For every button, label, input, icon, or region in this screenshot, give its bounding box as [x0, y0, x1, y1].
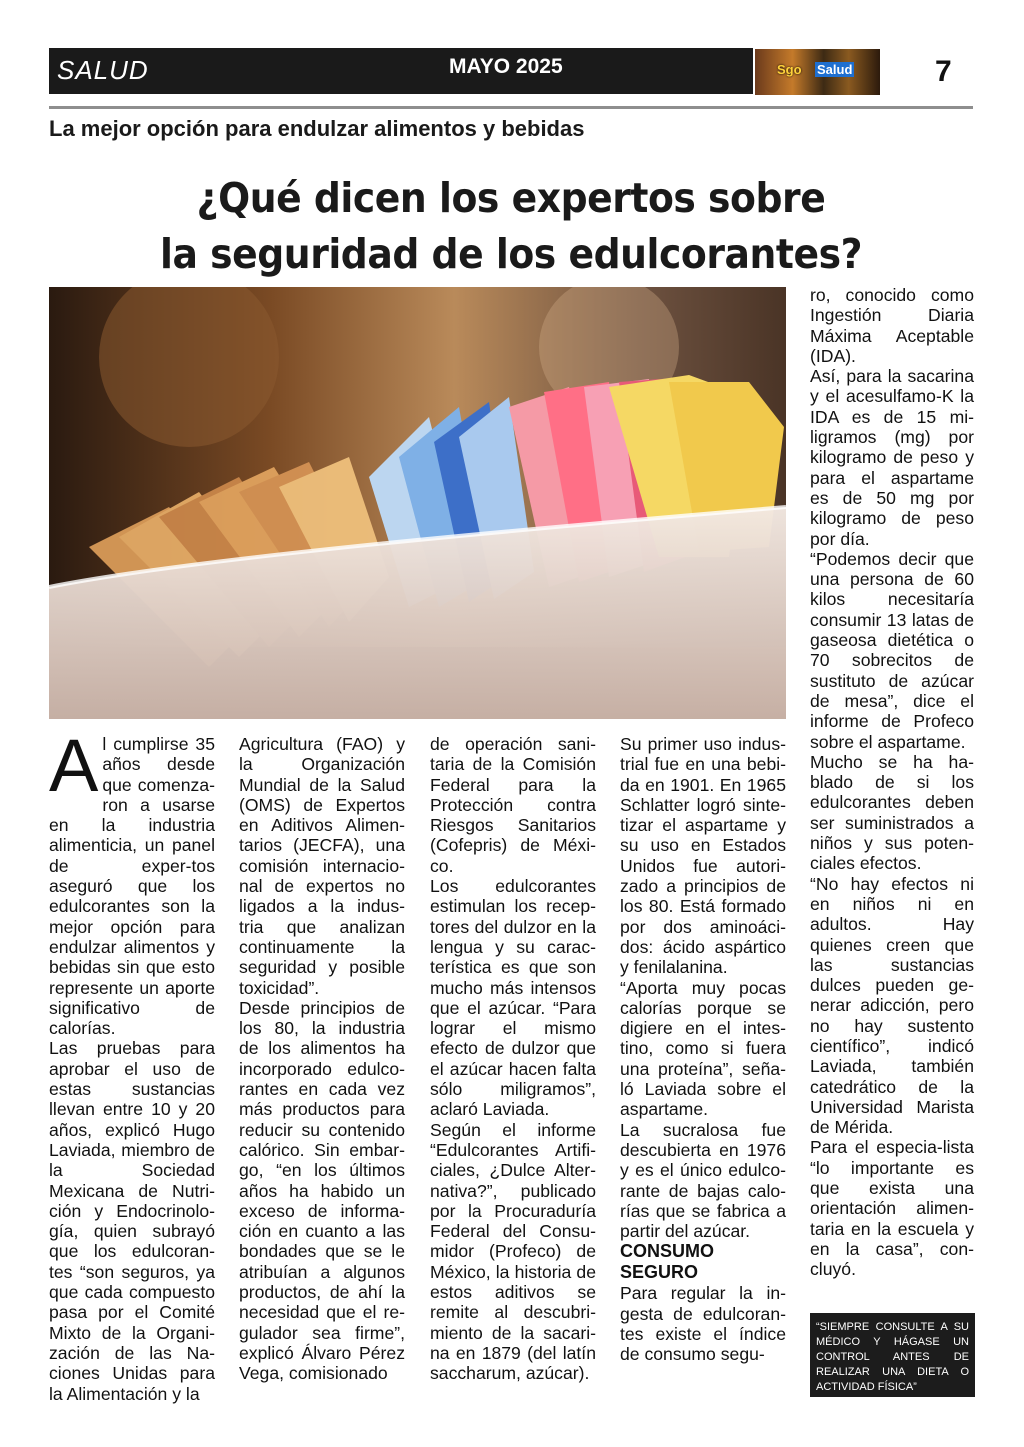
issue-date: MAYO 2025 — [449, 55, 563, 78]
paragraph: Los edulcorantes estimulan los recep-tores del dulzor en la lengua y su carac-terística es que son mucho más intensos que el azúcar. “Para lograr el mismo efecto de dulzor que el azúcar hacen falta sólo miligramos”, aclaró Laviada. — [430, 876, 596, 1120]
paragraph — [49, 724, 215, 1039]
page-number: 7 — [935, 55, 952, 88]
paragraph: “No hay efectos ni en niños ni en adultos. Hay quienes creen que las sustancias dulces pueden ge-nerar adicción, pero no hay sustento científico”, indicó Laviada, también catedrático de la Universidad Marista de Mérida. — [810, 873, 974, 1138]
paragraph: Mucho se ha ha-blado de si los edulcorantes deben ser suministrados a niños y sus poten-ciales efectos. — [810, 751, 974, 874]
paragraph: Su primer uso indus-trial fue en una bebi-da en 1901. En 1965 Schlatter logró sinte-tizar el aspartame y su uso en Estados Unidos fue autori-zado a principios de los 80. Está formado por dos aminoáci-dos: ácido aspártico y fenilalanina. — [620, 734, 786, 978]
article-column-3 — [430, 734, 596, 1404]
advice-quote-box: “SIEMPRE CONSULTE A SU MÉDICO Y HÁGASE UN CONTROL ANTES DE REALIZAR UNA DIETA O ACTIVIDAD FÍSICA” — [810, 1313, 975, 1397]
paragraph: de operación sani-taria de la Comisión Federal para la Protección contra Riesgos Sanitarios (Cofepris) de Méxi-co. — [430, 734, 596, 876]
header-divider — [49, 106, 973, 109]
paragraph: “Aporta muy pocas calorías porque se digiere en el intes-tino, como si fuera una proteína”, seña-ló Laviada sobre el aspartame. — [620, 977, 786, 1120]
photo-illustration — [49, 287, 786, 719]
section-header-bar — [49, 48, 753, 94]
article-column-1 — [49, 724, 215, 1404]
paragraph: Las pruebas para aprobar el uso de estas sustancias llevan entre 10 y 20 años, explicó Hugo Laviada, miembro de la Sociedad Mexicana de Nutri-ción y Endocrinolo-gía, quien subrayó que los edulcoran-tes “son seguros, ya que cada compuesto pasa por el Comité Mixto de la Organi-zación de las Na-ciones Unidas para la Alimentación y la — [49, 1038, 215, 1404]
paragraph: Desde principios de los 80, la industria de los alimentos ha incorporado edulco-rantes en cada vez más productos para reducir su contenido calórico. Sin embar-go, “en los últimos años ha habido un exceso de informa-ción en cuanto a las bondades que se le atribuían a algunos productos, de ahí la necesidad que el re-gulador sea firme”, explicó Álvaro Pérez Vega, comisionado — [239, 997, 405, 1384]
section-name: SALUD — [57, 55, 149, 85]
article-kicker: La mejor opción para endulzar alimentos y bebidas — [49, 116, 585, 141]
article-column-5 — [810, 285, 974, 1295]
paragraph: ro, conocido como Ingestión Diaria Máxima Aceptable (IDA). — [810, 285, 974, 366]
paragraph: Para el especia-lista “lo importante es que exista una orientación alimen-taria en la escuela y en la casa”, con-cluyó. — [810, 1137, 974, 1280]
section-subhead: CONSUMO SEGURO — [620, 1241, 714, 1283]
paragraph: Así, para la sacarina y el acesulfamo-K la IDA es de 15 mi-ligramos (mg) por kilogramo de peso y para el aspartame es de 50 mg por kilogramo de peso por día. — [810, 366, 974, 549]
logo-word-2: Salud — [817, 62, 853, 77]
paragraph: Según el informe “Edulcorantes Artifi-ciales, ¿Dulce Alter-nativa?”, publicado por la Procuraduría Federal del Consu-midor (Profeco) de México, la historia de estos aditivos se remite al descubri-miento de la sacari-na en 1879 (del latín saccharum, azúcar). — [430, 1119, 596, 1384]
headline-line-1: ¿Qué dicen los expertos sobre — [196, 174, 826, 222]
drop-cap: A — [49, 724, 99, 807]
article-column-4 — [620, 734, 786, 1404]
sweetener-packets-photo — [49, 287, 786, 719]
publication-logo — [755, 49, 880, 95]
paragraph: Agricultura (FAO) y la Organización Mundial de la Salud (OMS) de Expertos en Aditivos Alimen-tarios (JECFA), una comisión internacio-nal de expertos no ligados a la indus-tria que analizan continuamente la seguridad y posible toxicidad”. — [239, 734, 405, 998]
article-headline — [86, 170, 936, 282]
logo-word-1: Sgo — [777, 62, 802, 77]
paragraph: Para regular la in-gesta de edulcoran-tes existe el índice de consumo segu- — [620, 1283, 786, 1365]
headline-line-2: la seguridad de los edulcorantes? — [160, 230, 862, 278]
paragraph-text: l cumplirse 35 años desde que comenza-ron a usarse en la industria alimenticia, un panel de exper-tos aseguró que los edulcorantes son la mejor opción para endulzar alimentos y bebidas sin que esto represente un aporte significativo de calorías. — [49, 734, 215, 1039]
paragraph: “Podemos decir que una persona de 60 kilos necesitaría consumir 13 latas de gaseosa dietética o 70 sobrecitos de sustituto de azúcar de mesa”, dice el informe de Profeco sobre el aspartame. — [810, 548, 974, 752]
article-column-2 — [239, 734, 405, 1404]
paragraph: La sucralosa fue descubierta en 1976 y es el único edulco-rante de bajas calo-rías que se fabrica a partir del azúcar. — [620, 1119, 786, 1242]
